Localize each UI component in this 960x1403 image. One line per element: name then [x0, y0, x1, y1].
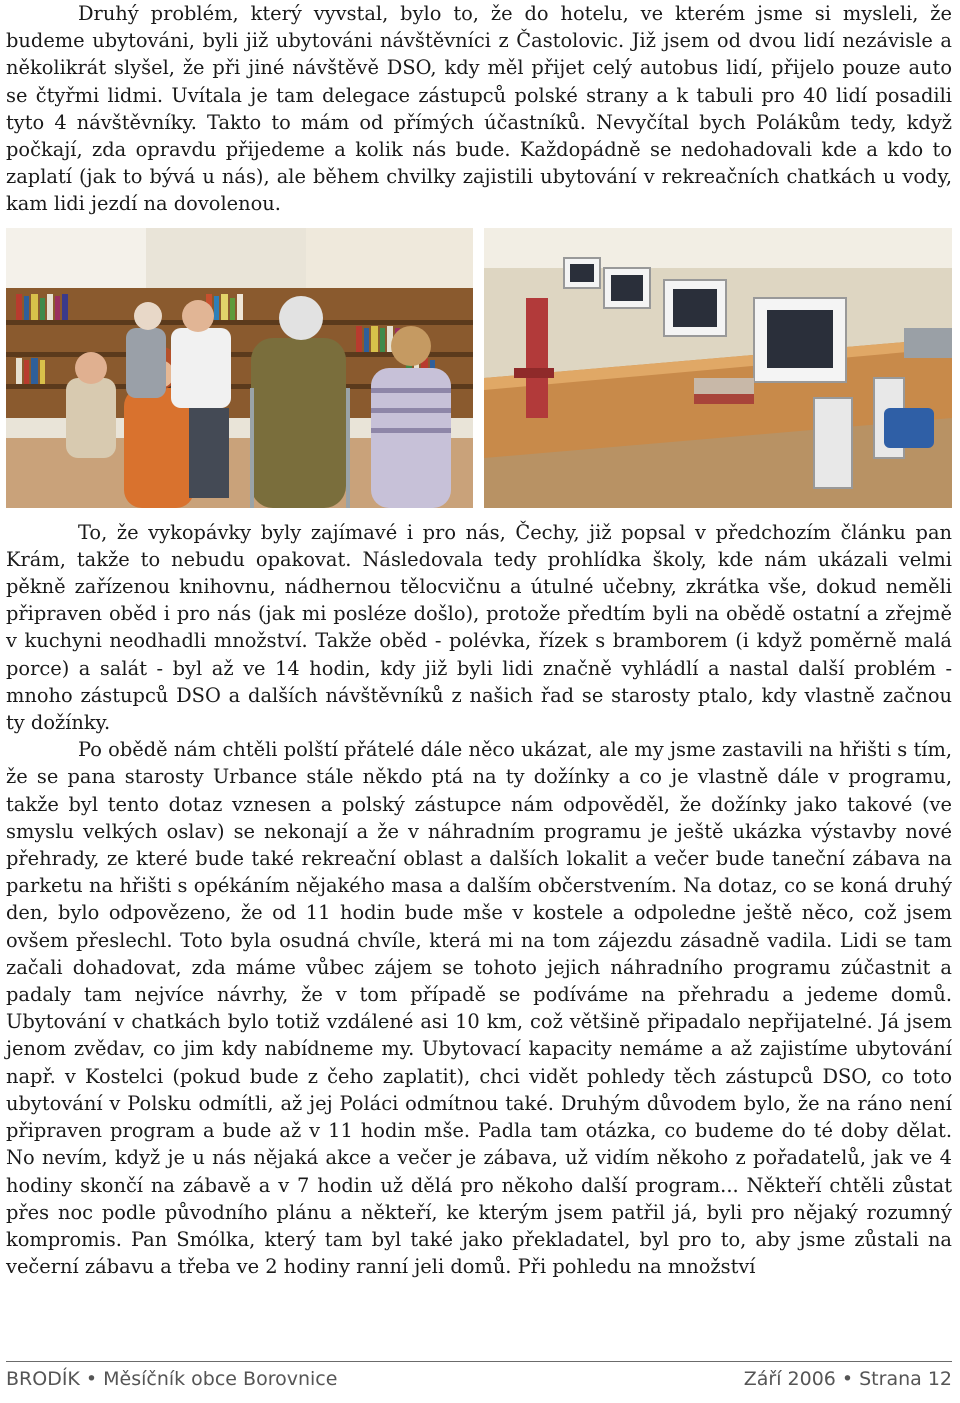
footer-separator-right: •: [841, 1368, 854, 1390]
article-paragraph-1: Druhý problém, který vyvstal, bylo to, že do hotelu, ve kterém jsme si mysleli, že budeme ubytováni, byli již ubytováni návštěvníci z Častolovic. Již jsem od dvou lidí nezávisle a několikrát slyšel, že při jiné návštěvě DSO, kdy měl přijet celý autobus lidí, přijelo pouze auto se čtyřmi lidmi. Uvítala je tam delegace zástupců polské strany a k tabuli pro 40 lidí posadili tyto 4 návštěvníky. Takto to mám od přímých účastníků. Nevyčítal bych Polákům tedy, když počkají, zda opravdu přijedeme a kolik nás bude. Každopádně se nedohadovali kde a kdo to zaplatí (jak to bývá u nás), ale během chvilky zajistili ubytování v rekreačních chatkách u vody, kam lidi jezdí na dovolenou.: [6, 2, 952, 216]
photo-row: [6, 228, 952, 508]
article-paragraph-2: To, že vykopávky byly zajímavé i pro nás, Čechy, již popsal v předchozím článku pan Krám, takže to nebudu opakovat. Následovala tedy prohlídka školy, kde nám ukázali velmi pěkně zařízenou knihovnu, nádhernou tělocvičnu a útulné učebny, zkrátka vše, dokud neměli připraven oběd i pro nás (jak mi posléze došlo), protože předtím byli na obědě ostatní a zřejmě v kuchyni neodhadli množství. Takže oběd - polévka, řízek s bramborem (i když poměrně malá porce) a salát - byl až ve 14 hodin, kdy již byli lidi značně vyhládlí a nastal další problém - mnoho zástupců DSO a dalších návštěvníků z našich řad se starosty ptalo, kdy vlastně začnou ty dožínky.: [6, 520, 952, 735]
footer-issue: [744, 1368, 952, 1390]
computer-classroom-photo: [484, 228, 952, 508]
issue-date: Září 2006: [743, 1368, 836, 1390]
footer-publication: [6, 1368, 337, 1390]
publication-name: BRODÍK: [6, 1368, 80, 1390]
article-page: [6, 0, 952, 1280]
article-paragraph-3: Po obědě nám chtěli polští přátelé dále něco ukázat, ale my jsme zastavili na hřišti s tím, že se pana starosty Urbance stále někdo ptá na ty dožínky a co je vlastně dále v programu, takže byl tento dotaz vznesen a polský zástupce nám odpověděl, že dožínky jako takové (ve smyslu velkých oslav) se nekonají a že v náhradním programu je ještě ukázka výstavby nové přehrady, ze které bude také rekreační oblast a dalších lokalit a večer bude taneční zábava na parketu na hřišti s opékáním nějakého masa a dalším občerstvením. Na dotaz, co se koná druhý den, bylo odpovězeno, že od 11 hodin bude mše v kostele a odpoledne ještě něco, což jsem ovšem přeslechl. Toto byla osudná chvíle, která mi na tom zájezdu zásadně vadila. Lidi se tam začali dohadovat, zda máme vůbec zájem se tohoto jejich náhradního programu zúčastnit a padaly tam nejvíce návrhy, že v tom případě se podíváme na přehradu a jedeme domů. Ubytování v chatkách bylo totiž vzdálené asi 10 km, což většině připadalo nepřijatelné. Já jsem jenom zvědav, co jim kdy nabídneme my. Ubytovací kapacity nemáme a až zajistíme ubytování např. v Kostelci (pokud bude z čeho zaplatit), chci vidět pohledy těch zástupců DSO, co toto ubytování v Polsku odmítli, až jej Poláci odmítnou také. Druhým důvodem bylo, že na ráno není připraven program a bude až v 11 hodin mše. Padla tam otázka, co budeme do té doby dělat. No nevím, když je u nás nějaká akce a večer je zábava, už vidím někoho z pořadatelů, jak ve 4 hodiny skončí na zábavě a v 7 hodin už dělá pro někoho další program... Někteří chtěli zůstat přes noc podle původního plánu a někteří, ke kterým jsem patřil já, byli pro nějaký rozumný kompromis. Pan Smólka, který tam byl také jako překladatel, byl pro to, aby jsme zůstali na večerní zábavu a třeba ve 2 hodiny ranní jeli domů. Při pohledu na množství: [6, 738, 952, 1279]
page-footer: [6, 1368, 952, 1396]
footer-separator-left: •: [85, 1368, 98, 1390]
footer-divider: [6, 1361, 952, 1362]
page-number: Strana 12: [859, 1368, 952, 1390]
library-visit-photo: [6, 228, 473, 508]
publication-subtitle: Měsíčník obce Borovnice: [103, 1368, 338, 1390]
